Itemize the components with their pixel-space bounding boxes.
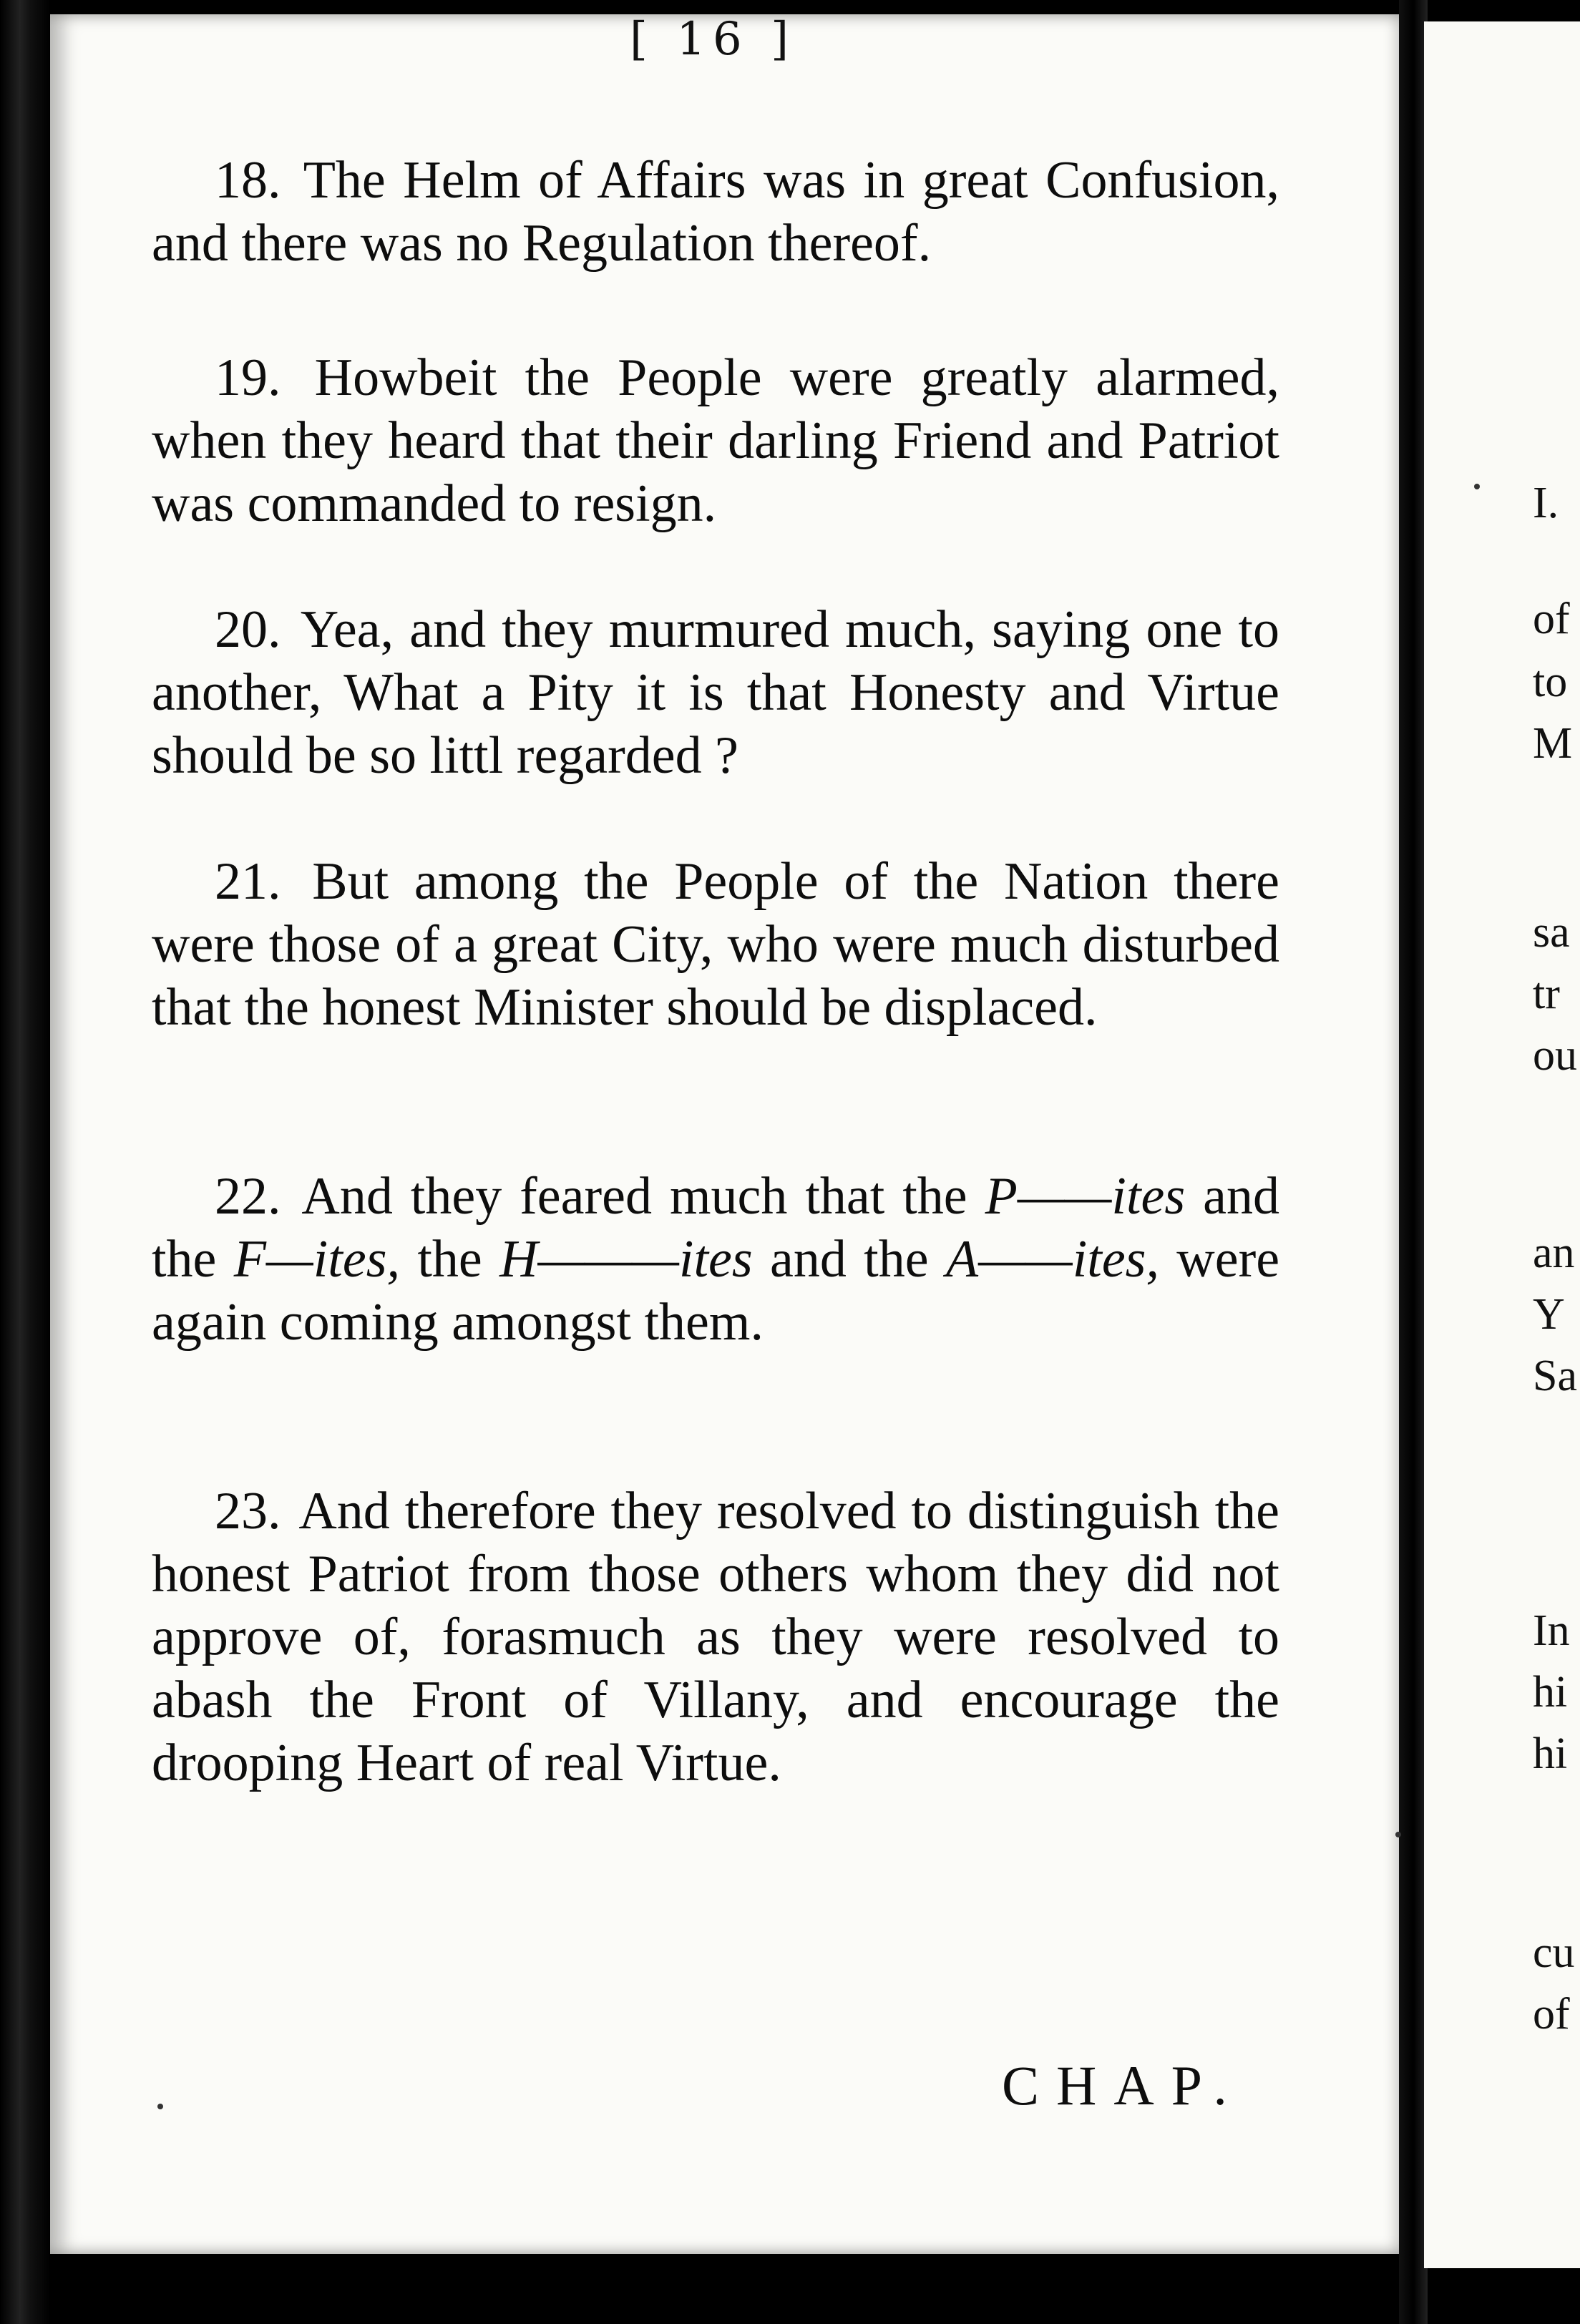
verse-21 (152, 850, 1279, 1039)
facing-fragment: I. (1533, 479, 1559, 527)
page-number: [ 16 ] (630, 13, 796, 66)
scan-speck (1395, 1832, 1401, 1837)
scan-speck (1474, 484, 1480, 489)
party-name: A——ites, (945, 1230, 1159, 1289)
verse-number: 20. (215, 600, 281, 659)
scan-speck (157, 2104, 163, 2109)
page-gutter (1399, 0, 1428, 2324)
facing-fragment: of (1533, 595, 1570, 643)
binding-edge (0, 0, 50, 2324)
facing-fragment: hi (1533, 1729, 1568, 1778)
facing-fragment: Y (1533, 1290, 1565, 1339)
verse-text: And they feared much that the (301, 1167, 967, 1226)
facing-fragment: sa (1533, 908, 1570, 957)
verse-number: 21. (215, 852, 281, 911)
facing-fragment: tr (1533, 970, 1560, 1018)
verse-text: But among the People of the Nation there were those of a great City, who were much disturbed that the honest Minister should be displaced. (152, 852, 1280, 1037)
verse-number: 23. (215, 1482, 281, 1541)
verse-18 (152, 149, 1279, 275)
verse-text: the (417, 1230, 482, 1289)
verse-text: And therefore they resolved to distinguish the honest Patriot from those others whom they did not approve of, forasmuch as they were resolved to abash the Front of Villany, and encourage the drooping Heart of real Virtue. (152, 1482, 1279, 1792)
facing-fragment: hi (1533, 1668, 1568, 1717)
verse-20 (152, 598, 1279, 787)
verse-text: and the (152, 1167, 1280, 1289)
party-name: P——ites (985, 1167, 1186, 1226)
facing-fragment: to (1533, 658, 1568, 706)
facing-fragment: ou (1533, 1031, 1577, 1080)
facing-fragment: M (1533, 719, 1573, 768)
facing-fragment: an (1533, 1229, 1575, 1277)
verse-text: The Helm of Affairs was in great Confusion, and there was no Regulation thereof. (152, 151, 1279, 273)
verse-text: Howbeit the People were greatly alarmed, when they heard that their darling Friend and Patriot was commanded to resign. (152, 348, 1279, 533)
verse-text: were again coming amongst them. (152, 1230, 1280, 1352)
verse-number: 19. (215, 348, 281, 407)
facing-fragment: cu (1533, 1928, 1575, 1977)
party-name: H———ites (499, 1230, 753, 1289)
verse-23 (152, 1480, 1279, 1795)
facing-fragment: In (1533, 1606, 1570, 1655)
verse-text: and the (770, 1230, 929, 1289)
facing-fragment: of (1533, 1990, 1570, 2039)
catchword: CHAP. (1002, 2054, 1244, 2116)
verse-number: 22. (215, 1167, 281, 1226)
party-name: F—ites, (233, 1230, 400, 1289)
facing-fragment: Sa (1533, 1352, 1577, 1400)
verse-number: 18. (215, 151, 281, 210)
verse-text: Yea, and they murmured much, saying one to another, What a Pity it is that Honesty and Virtue should be so littl regarded ? (152, 600, 1279, 785)
verse-19 (152, 346, 1279, 535)
verse-22 (152, 1165, 1279, 1354)
